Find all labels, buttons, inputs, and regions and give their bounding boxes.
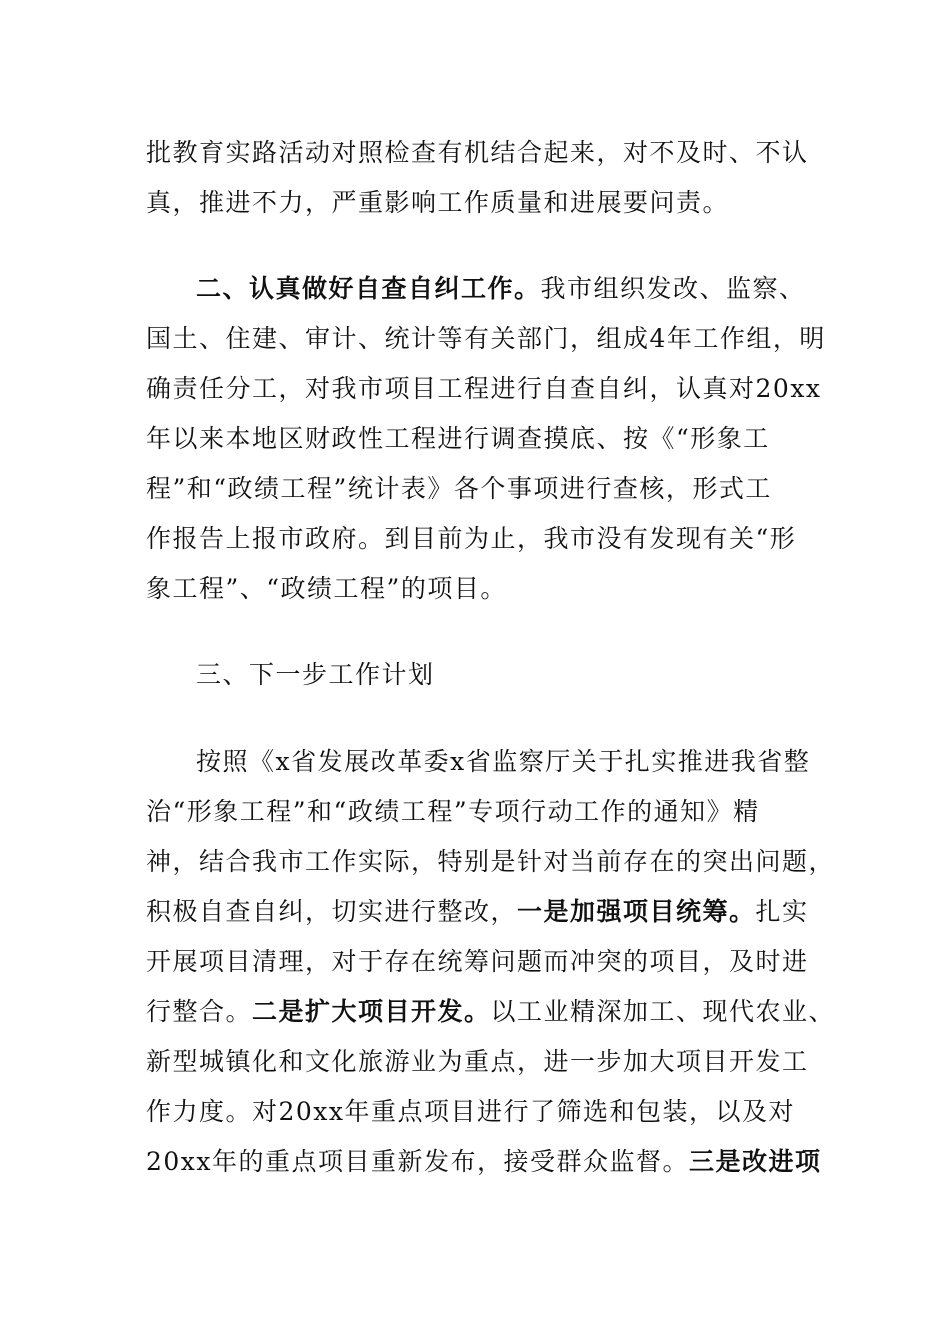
text-line: 确责任分工，对我市项目工程进行自查自纠，认真对20xx (146, 374, 822, 403)
text-line (146, 1145, 822, 1179)
bold-point-two: 二是扩大项目开发。 (252, 997, 491, 1026)
text-span: 扎实 (755, 897, 809, 926)
text-line: 象工程”、“政绩工程”的项目。 (146, 574, 507, 603)
text-line: 按照《x省发展改革委x省监察厅关于扎实推进我省整 (196, 747, 811, 776)
text-line: 开展项目清理，对于存在统筹问题而冲突的项目，及时进 (146, 947, 809, 976)
section-2-heading: 二、认真做好自查自纠工作。 (196, 274, 541, 303)
text-line: 治“形象工程”和“政绩工程”专项行动工作的通知》精 (146, 797, 760, 826)
text-line: 国土、住建、审计、统计等有关部门，组成4年工作组，明 (146, 324, 826, 353)
section-2-paragraph-first-line (196, 272, 806, 306)
text-line: 年以来本地区财政性工程进行调查摸底、按《“形象工 (146, 424, 770, 453)
text-span: 我市组织发改、监察、 (540, 274, 806, 303)
text-span: 行整合。 (146, 997, 253, 1026)
text-span: 积极自查自纠，切实进行整改， (146, 897, 518, 926)
text-line: 新型城镇化和文化旅游业为重点，进一步加大项目开发工 (146, 1047, 809, 1076)
section-3-heading: 三、下一步工作计划 (196, 660, 435, 689)
text-line (146, 995, 835, 1029)
text-span: 20xx年的重点项目重新发布，接受群众监督。 (146, 1147, 690, 1176)
bold-point-one: 一是加强项目统筹。 (517, 897, 756, 926)
text-line: 作报告上报市政府。到目前为止，我市没有发现有关“形 (146, 524, 797, 553)
text-line (146, 895, 809, 929)
text-line: 神，结合我市工作实际，特别是针对当前存在的突出问题， (146, 847, 836, 876)
text-line: 作力度。对20xx年重点项目进行了筛选和包装，以及对 (146, 1097, 796, 1126)
text-line: 程”和“政绩工程”统计表》各个事项进行查核，形式工 (146, 474, 772, 503)
bold-point-three: 三是改进项 (689, 1147, 822, 1176)
text-span: 以工业精深加工、现代农业、 (490, 997, 836, 1026)
text-line: 批教育实路活动对照检查有机结合起来，对不及时、不认 (146, 138, 809, 167)
text-line: 真，推进不力，严重影响工作质量和进展要问责。 (146, 188, 730, 217)
